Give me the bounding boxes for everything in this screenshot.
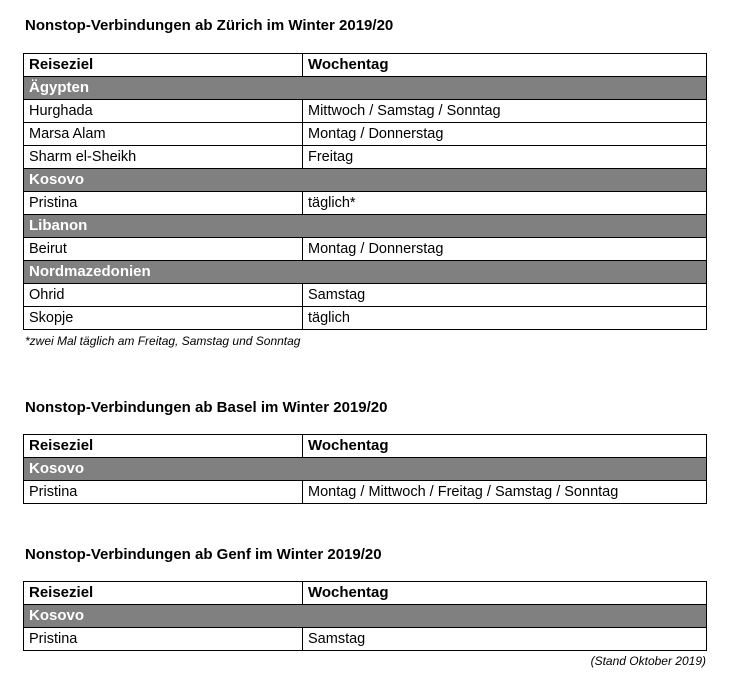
weekday-cell: Samstag — [303, 284, 707, 307]
header-wochentag: Wochentag — [303, 54, 707, 77]
table-header-row — [24, 435, 707, 458]
weekday-cell: täglich* — [303, 192, 707, 215]
destination-cell: Pristina — [24, 192, 303, 215]
basel-section-title: Nonstop-Verbindungen ab Basel im Winter 2019/20 — [25, 399, 388, 416]
table-row — [24, 146, 707, 169]
header-reiseziel: Reiseziel — [24, 582, 303, 605]
zurich-footnote: *zwei Mal täglich am Freitag, Samstag und Sonntag — [25, 334, 301, 348]
destination-cell: Beirut — [24, 238, 303, 261]
weekday-cell: Mittwoch / Samstag / Sonntag — [303, 100, 707, 123]
table-row — [24, 100, 707, 123]
country-row-nordmazedonien — [24, 261, 707, 284]
table-row — [24, 481, 707, 504]
destination-cell: Ohrid — [24, 284, 303, 307]
table-row — [24, 284, 707, 307]
genf-section-title: Nonstop-Verbindungen ab Genf im Winter 2019/20 — [25, 546, 382, 563]
table-row — [24, 238, 707, 261]
country-label: Kosovo — [24, 458, 707, 481]
country-label: Libanon — [24, 215, 707, 238]
country-label: Nordmazedonien — [24, 261, 707, 284]
destination-cell: Skopje — [24, 307, 303, 330]
country-row-aegypten — [24, 77, 707, 100]
genf-flights-table — [23, 581, 707, 651]
header-wochentag: Wochentag — [303, 435, 707, 458]
header-reiseziel: Reiseziel — [24, 435, 303, 458]
country-row-libanon — [24, 215, 707, 238]
header-wochentag: Wochentag — [303, 582, 707, 605]
destination-cell: Marsa Alam — [24, 123, 303, 146]
stand-note: (Stand Oktober 2019) — [590, 654, 706, 668]
weekday-cell: Montag / Donnerstag — [303, 238, 707, 261]
table-header-row — [24, 582, 707, 605]
weekday-cell: Samstag — [303, 628, 707, 651]
country-row-kosovo — [24, 605, 707, 628]
destination-cell: Pristina — [24, 481, 303, 504]
zurich-section-title: Nonstop-Verbindungen ab Zürich im Winter 2019/20 — [25, 17, 394, 34]
weekday-cell: täglich — [303, 307, 707, 330]
country-label: Kosovo — [24, 605, 707, 628]
country-label: Ägypten — [24, 77, 707, 100]
zurich-flights-table — [23, 53, 707, 330]
country-row-kosovo — [24, 169, 707, 192]
destination-cell: Pristina — [24, 628, 303, 651]
weekday-cell: Montag / Mittwoch / Freitag / Samstag / Sonntag — [303, 481, 707, 504]
destination-cell: Hurghada — [24, 100, 303, 123]
header-reiseziel: Reiseziel — [24, 54, 303, 77]
weekday-cell: Montag / Donnerstag — [303, 123, 707, 146]
table-row — [24, 628, 707, 651]
destination-cell: Sharm el-Sheikh — [24, 146, 303, 169]
weekday-cell: Freitag — [303, 146, 707, 169]
table-row — [24, 307, 707, 330]
country-row-kosovo — [24, 458, 707, 481]
table-header-row — [24, 54, 707, 77]
country-label: Kosovo — [24, 169, 707, 192]
table-row — [24, 192, 707, 215]
table-row — [24, 123, 707, 146]
basel-flights-table — [23, 434, 707, 504]
